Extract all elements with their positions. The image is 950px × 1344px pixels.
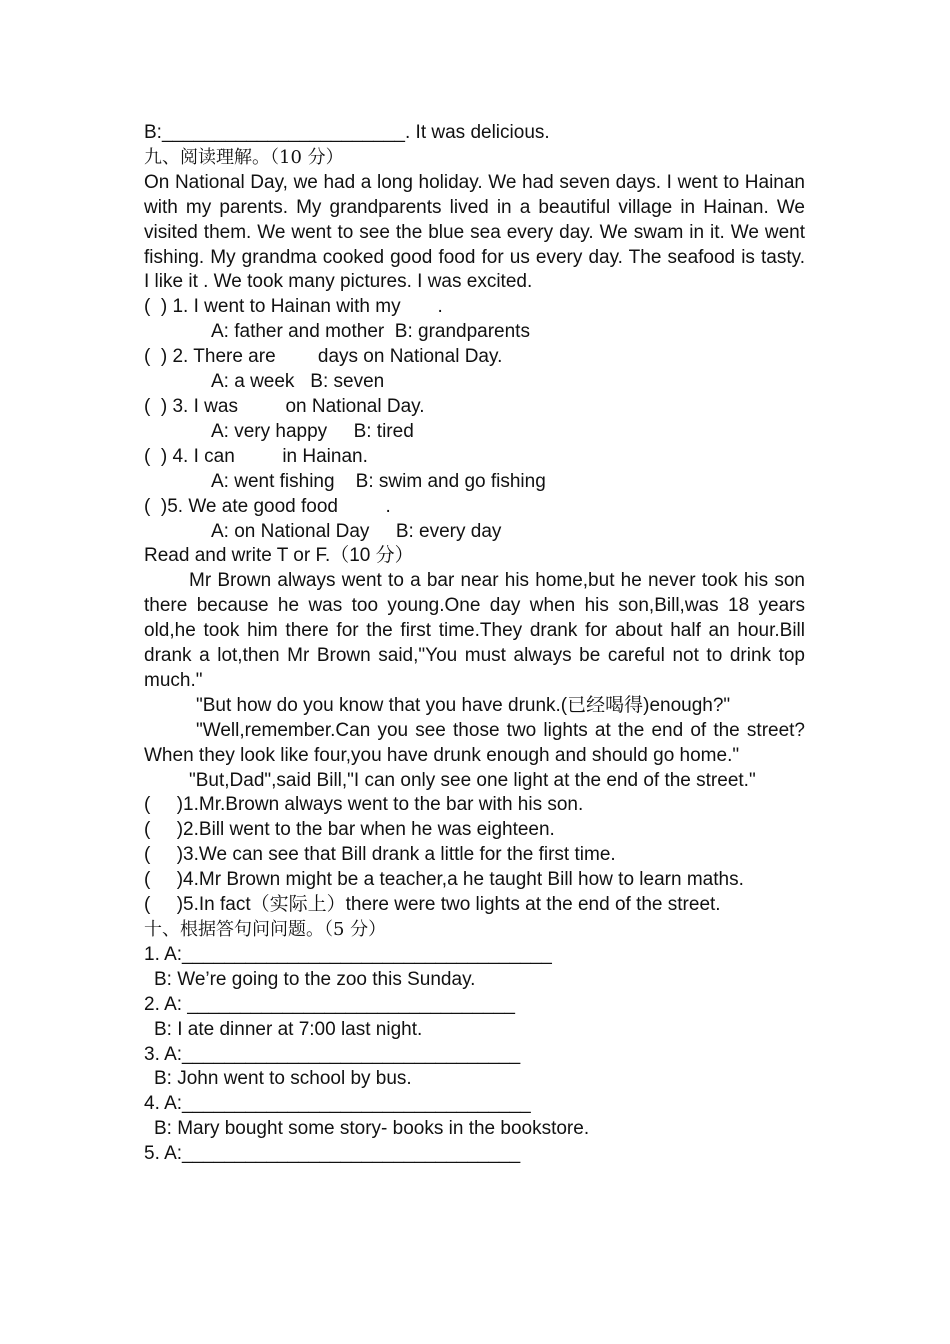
question-5: ( )5. We ate good food . <box>144 495 391 517</box>
qa-4-question-line: 4. A:_________________________________ <box>144 1093 531 1115</box>
qa-2-answer: B: I ate dinner at 7:00 last night. <box>154 1018 423 1040</box>
worksheet-page <box>144 121 805 1167</box>
tf-item-5: ( )5.In fact（实际上）there were two lights at the end of the street. <box>144 894 721 916</box>
reading-passage: On National Day, we had a long holiday. We had seven days. I went to Hainan with my parents. My grandparents lived in a beautiful village in Hainan. We visited them. We went to see the blue sea every day. We swam in it. We went fishing. My grandma cooked good food for us every day. The seafood is tasty. I like it . We took many pictures. I was excited. <box>144 171 805 293</box>
tf-item-1: ( )1.Mr.Brown always went to the bar with his son. <box>144 794 584 816</box>
tf-passage-paragraph-4: "But,Dad",said Bill,"I can only see one light at the end of the street." <box>189 769 756 791</box>
question-1: ( ) 1. I went to Hainan with my . <box>144 296 443 318</box>
tf-item-2: ( )2.Bill went to the bar when he was eighteen. <box>144 819 555 841</box>
question-5-options: A: on National Day B: every day <box>211 520 502 542</box>
tf-passage-paragraph-1: Mr Brown always went to a bar near his home,but he never took his son there because he was too young.One day when his son,Bill,was 18 years old,he took him there for the first time.They drank for about half an hour.Bill drank a lot,then Mr Brown said,"You must always be careful not to drink top much." <box>144 570 805 691</box>
qa-4-answer: B: Mary bought some story- books in the bookstore. <box>154 1118 590 1140</box>
section-10-title: 十、根据答句问问题。（5 分） <box>144 919 387 940</box>
tf-passage-paragraph-2: "But how do you know that you have drunk.(已经喝得)enough?" <box>196 694 731 716</box>
answer-line-b: B:_______________________. It was delicious. <box>144 122 550 143</box>
tf-item-4: ( )4.Mr Brown might be a teacher,a he taught Bill how to learn maths. <box>144 869 744 891</box>
question-4-options: A: went fishing B: swim and go fishing <box>211 470 546 492</box>
question-3: ( ) 3. I was on National Day. <box>144 395 425 417</box>
tf-item-3: ( )3.We can see that Bill drank a little for the first time. <box>144 844 616 866</box>
question-2-options: A: a week B: seven <box>211 371 385 393</box>
tf-section-title: Read and write T or F.（10 分） <box>144 545 414 567</box>
qa-2-question-line: 2. A: _______________________________ <box>144 993 515 1015</box>
qa-3-question-line: 3. A:________________________________ <box>144 1043 521 1065</box>
qa-1-answer: B: We’re going to the zoo this Sunday. <box>154 968 476 990</box>
question-4: ( ) 4. I can in Hainan. <box>144 445 368 467</box>
tf-passage-paragraph-3: "Well,remember.Can you see those two lights at the end of the street?When they look like four,you have drunk enough and should go home." <box>144 719 805 766</box>
question-1-options: A: father and mother B: grandparents <box>211 321 530 343</box>
question-3-options: A: very happy B: tired <box>211 420 414 442</box>
qa-1-question-line: 1. A:___________________________________ <box>144 943 552 965</box>
section-9-title: 九、阅读理解。（10 分） <box>144 146 344 168</box>
question-2: ( ) 2. There are days on National Day. <box>144 346 503 368</box>
qa-3-answer: B: John went to school by bus. <box>154 1068 412 1090</box>
qa-5-question-line: 5. A:________________________________ <box>144 1143 521 1165</box>
